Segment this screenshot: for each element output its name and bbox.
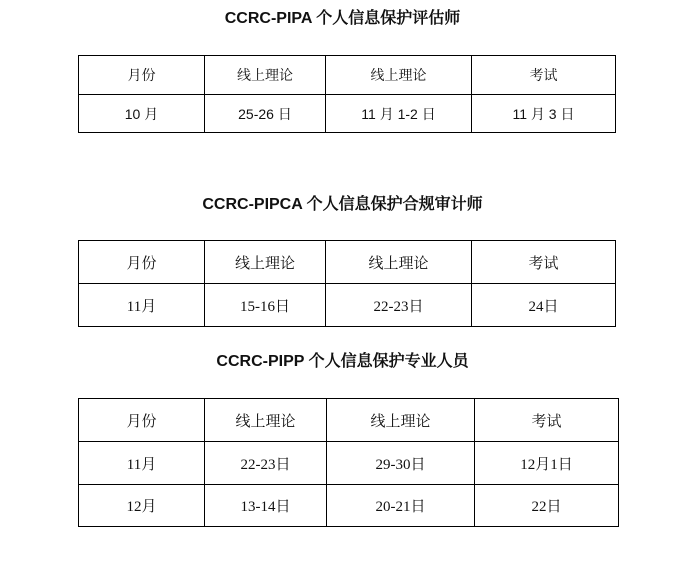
table-row: [79, 284, 616, 327]
header-online-theory-1: 线上理论: [205, 241, 326, 284]
schedule-table-pipp: [78, 398, 619, 527]
table-row: [79, 95, 616, 133]
schedule-table-pipa: [78, 55, 616, 133]
cell-online-theory-2: 11 月 1-2 日: [326, 95, 472, 133]
schedule-table-pipca: [78, 240, 616, 327]
header-exam: 考试: [472, 56, 616, 95]
cell-exam: 12月1日: [475, 442, 619, 485]
table-header-row: [79, 399, 619, 442]
header-month: 月份: [79, 241, 205, 284]
section-title-pipp: CCRC-PIPP 个人信息保护专业人员: [216, 353, 469, 370]
cell-month: 11月: [79, 442, 205, 485]
header-online-theory-2: 线上理论: [327, 399, 475, 442]
cell-online-theory-1: 13-14日: [205, 485, 327, 527]
table-row: [79, 442, 619, 485]
section-title-pipa: CCRC-PIPA 个人信息保护评估师: [224, 10, 461, 27]
section-title-pipca: CCRC-PIPCA 个人信息保护合规审计师: [202, 196, 483, 213]
cell-online-theory-2: 20-21日: [327, 485, 475, 527]
table-row: [79, 485, 619, 527]
cell-month: 11月: [79, 284, 205, 327]
table-header-row: [79, 241, 616, 284]
header-exam: 考试: [472, 241, 616, 284]
header-online-theory-2: 线上理论: [326, 56, 472, 95]
header-online-theory-1: 线上理论: [205, 56, 326, 95]
table-header-row: [79, 56, 616, 95]
cell-online-theory-2: 22-23日: [326, 284, 472, 327]
header-month: 月份: [79, 399, 205, 442]
cell-month: 10 月: [79, 95, 205, 133]
header-online-theory-2: 线上理论: [326, 241, 472, 284]
cell-online-theory-2: 29-30日: [327, 442, 475, 485]
cell-exam: 24日: [472, 284, 616, 327]
cell-month: 12月: [79, 485, 205, 527]
header-exam: 考试: [475, 399, 619, 442]
cell-online-theory-1: 25-26 日: [205, 95, 326, 133]
header-online-theory-1: 线上理论: [205, 399, 327, 442]
cell-online-theory-1: 15-16日: [205, 284, 326, 327]
cell-online-theory-1: 22-23日: [205, 442, 327, 485]
cell-exam: 11 月 3 日: [472, 95, 616, 133]
cell-exam: 22日: [475, 485, 619, 527]
header-month: 月份: [79, 56, 205, 95]
